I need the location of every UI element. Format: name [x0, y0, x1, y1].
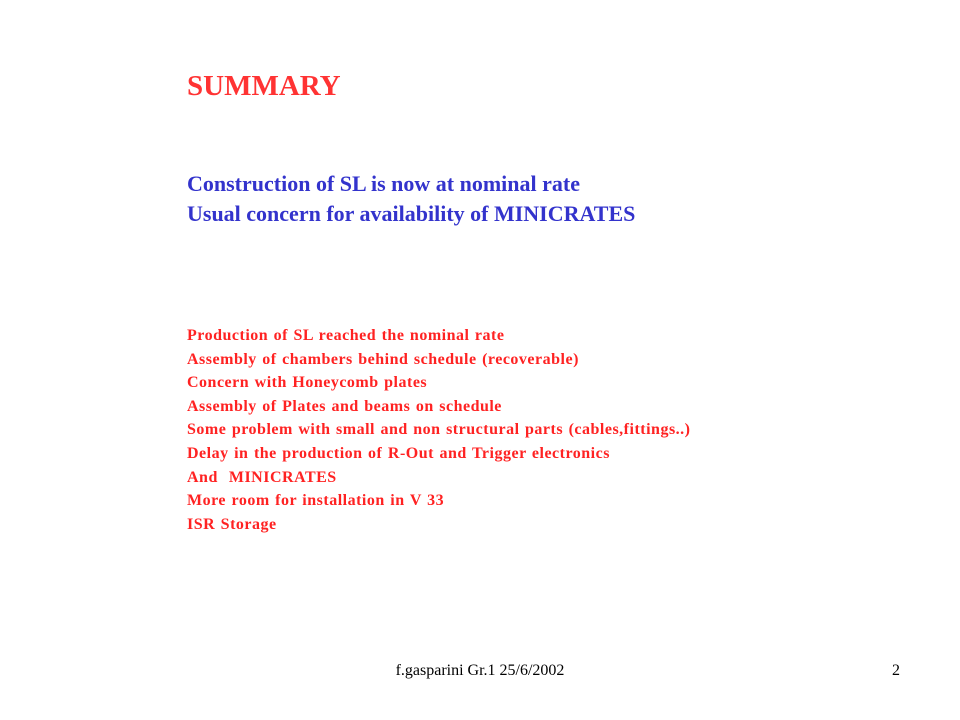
detail-point: And MINICRATES [187, 468, 337, 486]
footer-author-date: f.gasparini Gr.1 25/6/2002 [395, 662, 565, 679]
slide-title: SUMMARY [187, 70, 341, 102]
detail-point: Assembly of Plates and beams on schedule [187, 397, 502, 415]
main-point: Usual concern for availability of MINICRATES [187, 201, 636, 226]
main-point: Construction of SL is now at nominal rate [187, 171, 580, 196]
detail-point: More room for installation in V 33 [187, 492, 445, 510]
main-points-list [187, 169, 635, 229]
detail-point: Assembly of chambers behind schedule (recoverable) [187, 350, 579, 368]
detail-point: Production of SL reached the nominal rate [187, 327, 505, 344]
page-number: 2 [892, 662, 900, 679]
detail-points-list [187, 324, 691, 536]
detail-point: Concern with Honeycomb plates [187, 374, 428, 392]
detail-point: Delay in the production of R-Out and Trigger electronics [187, 444, 610, 462]
detail-point: Some problem with small and non structural parts (cables,fittings..) [187, 421, 691, 439]
detail-point: ISR Storage [187, 515, 277, 533]
